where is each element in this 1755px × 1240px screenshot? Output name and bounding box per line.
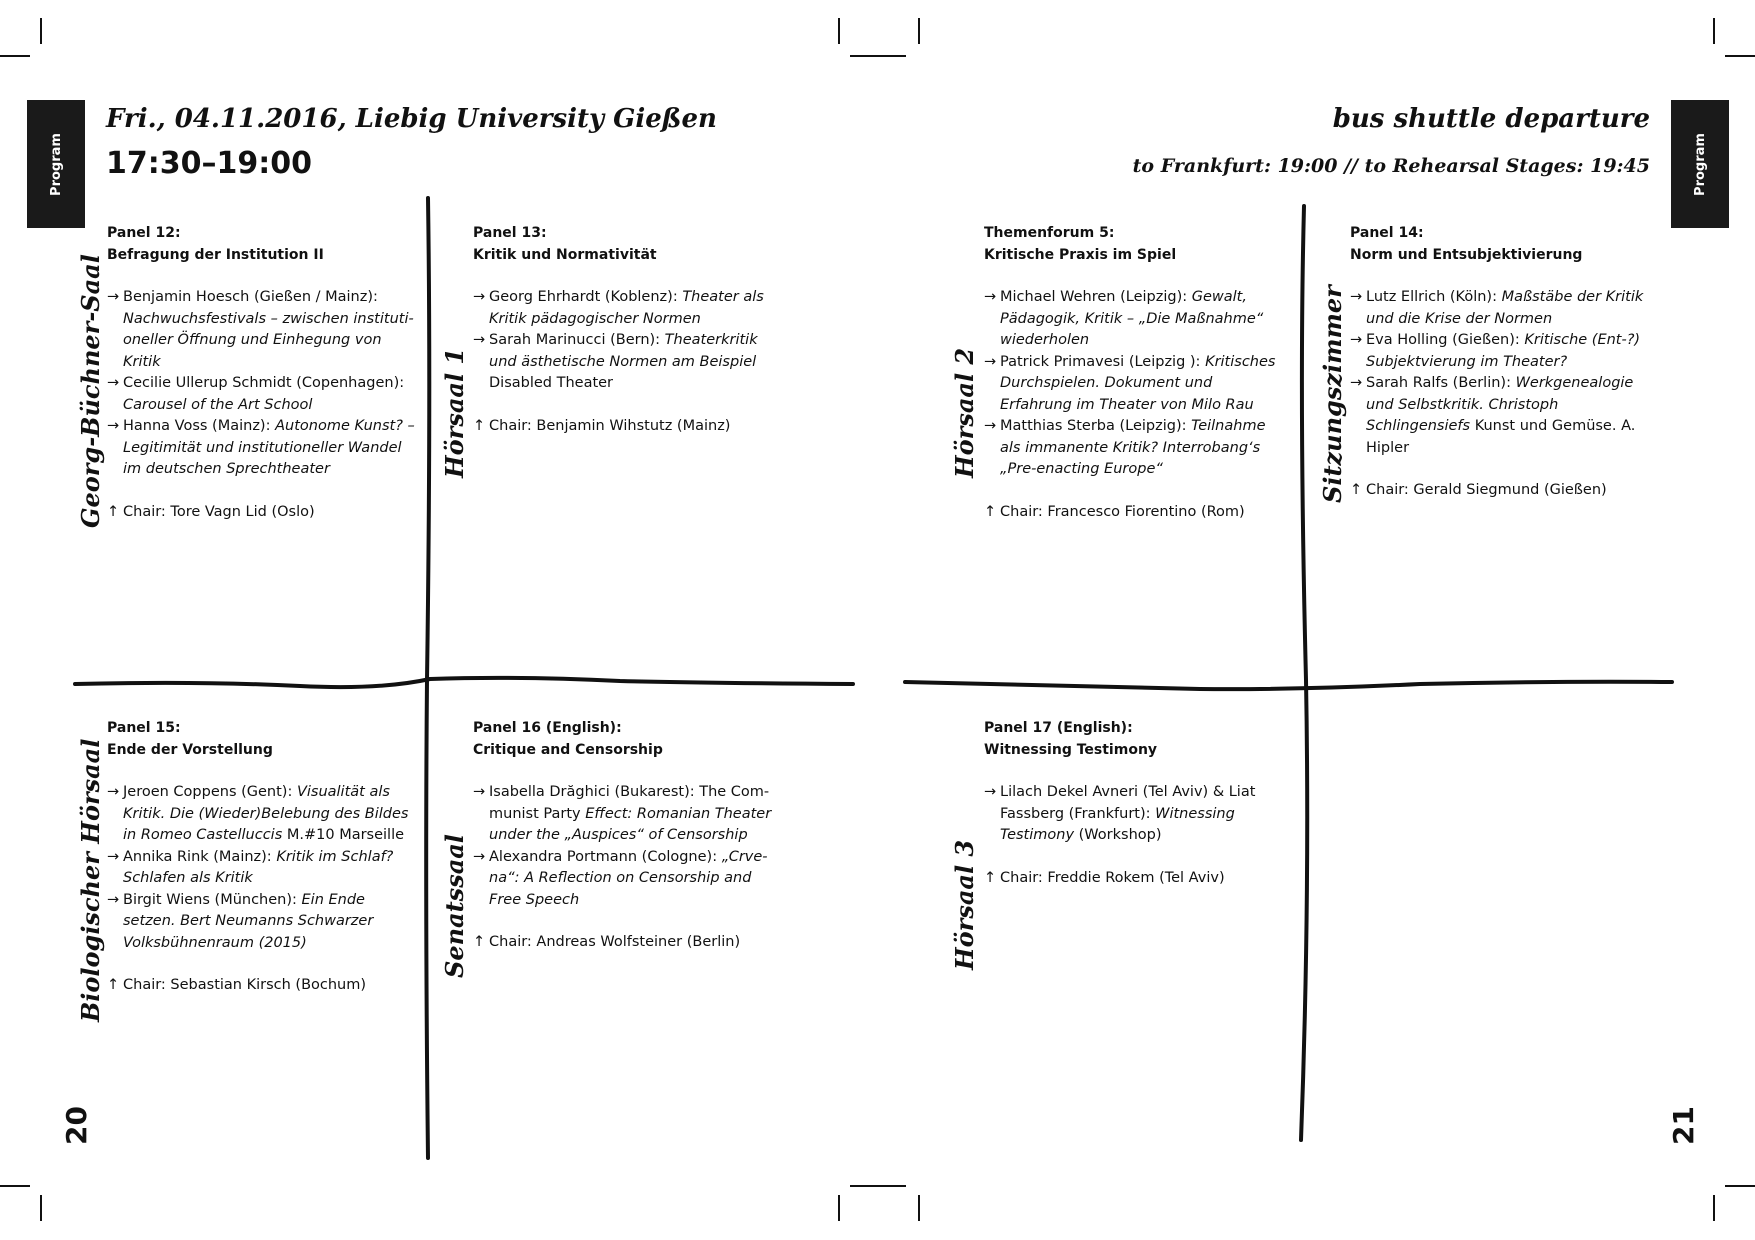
divider-line xyxy=(75,678,853,687)
chair-name: Chair: Francesco Fiorentino (Rom) xyxy=(1000,503,1245,520)
chair xyxy=(984,502,1284,524)
up-arrow-icon: ↑ xyxy=(984,503,997,520)
speaker: Cecilie Ullerup Schmidt (Copenhagen): xyxy=(123,375,405,391)
speaker: Hanna Voss (Mainz): xyxy=(123,418,276,434)
speaker: Jeroen Coppens (Gent): xyxy=(123,784,297,800)
panel-14 xyxy=(1350,223,1660,502)
talk-list xyxy=(1350,287,1660,459)
up-arrow-icon: ↑ xyxy=(984,869,997,886)
chair-name: Chair: Tore Vagn Lid (Oslo) xyxy=(123,503,315,520)
speaker: Michael Wehren (Leipzig): xyxy=(1000,289,1192,305)
page-number: 21 xyxy=(1667,1106,1700,1145)
talk-item xyxy=(984,416,1284,481)
program-tab-label: Program xyxy=(48,132,64,196)
chair-name: Chair: Benjamin Wihstutz (Mainz) xyxy=(489,417,731,434)
arrow-icon: → xyxy=(107,891,120,908)
talk-title: Teilnahme als immanente Kritik? Interrobang‘s „Pre-enacting Europe“ xyxy=(1000,418,1266,477)
chair xyxy=(984,868,1284,890)
arrow-icon: → xyxy=(473,848,486,865)
session-time: 17:30–19:00 xyxy=(106,146,312,181)
talk-title: Kritische (Ent-?) Subjektvierung im Theater? xyxy=(1366,332,1641,370)
panel-title: Kritische Praxis im Spiel xyxy=(984,246,1177,263)
panel-12 xyxy=(107,223,417,523)
speaker: Patrick Primavesi (Leipzig ): xyxy=(1000,353,1206,370)
arrow-icon: → xyxy=(984,784,997,800)
up-arrow-icon: ↑ xyxy=(473,934,486,950)
divider-line xyxy=(905,682,1672,689)
talk-item xyxy=(1350,330,1660,373)
program-tab-label: Program xyxy=(1692,132,1708,196)
arrow-icon: → xyxy=(1350,332,1363,348)
talk-item xyxy=(107,847,417,890)
arrow-icon: → xyxy=(473,289,486,305)
speaker: Matthias Sterba (Leipzig): xyxy=(1000,418,1192,434)
panel-number: Panel 14: xyxy=(1350,225,1424,241)
panel-16 xyxy=(473,718,778,954)
talk-item xyxy=(984,352,1284,417)
talk-item xyxy=(984,782,1284,847)
room-label: Georg-Büchner-Saal xyxy=(76,254,105,528)
talk-item xyxy=(107,373,417,416)
page-number: 20 xyxy=(60,1106,93,1145)
room-label: Sitzungszimmer xyxy=(1318,285,1347,503)
talk-list xyxy=(107,782,417,954)
talk-item xyxy=(984,287,1284,352)
panel-title: Critique and Censorship xyxy=(473,741,663,758)
talk-title: „Crvena“: A Reflection on Censorship and Free Speech xyxy=(489,848,768,908)
speaker: Isabella Drăghici (Bukarest): The Communist Party xyxy=(489,784,770,822)
speaker: Lutz Ellrich (Köln): xyxy=(1366,289,1502,305)
up-arrow-icon: ↑ xyxy=(107,503,120,520)
panel-title: Kritik und Normativität xyxy=(473,246,657,263)
speaker: Sarah Ralfs (Berlin): xyxy=(1366,375,1516,391)
room-label: Hörsaal 2 xyxy=(950,347,979,478)
talk-list xyxy=(984,782,1284,847)
arrow-icon: → xyxy=(107,848,120,865)
arrow-icon: → xyxy=(1350,289,1363,305)
panel-17 xyxy=(984,718,1284,889)
panel-number: Panel 16 (English): xyxy=(473,720,622,736)
talk-title: Nachwuchsfestivals – zwischen institutioneller Öffnung und Einhegung von Kritik xyxy=(123,310,414,370)
chair xyxy=(473,416,773,438)
talk-title: Carousel of the Art School xyxy=(123,396,313,413)
chair xyxy=(1350,480,1660,502)
room-label: Hörsaal 1 xyxy=(440,347,469,478)
room-label: Hörsaal 3 xyxy=(950,839,979,970)
chair xyxy=(107,975,417,997)
talk-title: Werkgenealogie und Selbstkritik. Christoph Schlingensiefs xyxy=(1366,375,1634,434)
chair xyxy=(473,932,778,954)
arrow-icon: → xyxy=(107,375,120,391)
talk-title: Kritik im Schlaf? Schlafen als Kritik xyxy=(123,848,394,886)
speaker: Georg Ehrhardt (Koblenz): xyxy=(489,289,683,305)
panel-number: Panel 13: xyxy=(473,225,547,241)
talk-title: Ein Ende setzen. Bert Neumanns Schwarzer Volksbühnenraum (2015) xyxy=(123,891,374,951)
arrow-icon: → xyxy=(473,332,486,348)
talk-title: Theater als Kritik pädagogischer Normen xyxy=(489,289,764,327)
panel-title: Ende der Vorstellung xyxy=(107,741,273,758)
talk-list xyxy=(107,287,417,481)
chair-name: Chair: Gerald Siegmund (Gießen) xyxy=(1366,482,1607,498)
talk-item xyxy=(473,330,773,395)
page-title-right: bus shuttle departure xyxy=(1332,104,1650,134)
chair xyxy=(107,502,417,524)
talk-title: Kritisches Durchspielen. Dokument und Erfahrung im Theater von Milo Rau xyxy=(1000,353,1276,413)
shuttle-times: to Frankfurt: 19:00 // to Rehearsal Stages: 19:45 xyxy=(1132,155,1650,177)
up-arrow-icon: ↑ xyxy=(473,417,486,434)
up-arrow-icon: ↑ xyxy=(1350,482,1363,498)
talk-title: Effect: Romanian Theater under the „Auspices“ of Censorship xyxy=(489,805,772,843)
chair-name: Chair: Freddie Rokem (Tel Aviv) xyxy=(1000,869,1225,886)
arrow-icon: → xyxy=(473,784,486,800)
talk-extra: (Workshop) xyxy=(1074,827,1162,843)
room-label: Biologischer Hörsaal xyxy=(76,738,105,1022)
talk-item xyxy=(473,287,773,330)
talk-extra: M.#10 Marseille xyxy=(282,827,405,843)
page-title-left: Fri., 04.11.2016, Liebig University Gießen xyxy=(106,104,717,134)
panel-title: Witnessing Testimony xyxy=(984,741,1158,758)
themenforum-5 xyxy=(984,223,1284,523)
divider-line xyxy=(1301,206,1307,1140)
speaker: Eva Holling (Gießen): xyxy=(1366,332,1525,348)
panel-13 xyxy=(473,223,773,437)
talk-title: Maßstäbe der Kritik und die Krise der Normen xyxy=(1366,289,1644,327)
talk-list xyxy=(473,782,778,911)
speaker: Sarah Marinucci (Bern): xyxy=(489,332,665,348)
chair-name: Chair: Sebastian Kirsch (Bochum) xyxy=(123,977,367,993)
panel-title: Befragung der Institution II xyxy=(107,246,324,263)
arrow-icon: → xyxy=(107,784,120,800)
arrow-icon: → xyxy=(107,418,120,434)
talk-item xyxy=(473,782,778,847)
talk-extra: Disabled Theater xyxy=(489,375,614,391)
panel-number: Panel 15: xyxy=(107,720,181,736)
panel-number: Themenforum 5: xyxy=(984,225,1115,241)
arrow-icon: → xyxy=(984,289,997,305)
room-label: Senatssaal xyxy=(440,834,469,978)
talk-item xyxy=(1350,373,1660,459)
arrow-icon: → xyxy=(1350,375,1363,391)
up-arrow-icon: ↑ xyxy=(107,977,120,993)
talk-item xyxy=(107,890,417,955)
talk-item xyxy=(107,287,417,373)
arrow-icon: → xyxy=(984,353,997,370)
panel-number: Panel 12: xyxy=(107,225,181,241)
panel-number: Panel 17 (English): xyxy=(984,720,1133,736)
speaker: Alexandra Portmann (Cologne): xyxy=(489,848,722,865)
talk-title: Witnessing Testimony xyxy=(1000,805,1235,843)
talk-list xyxy=(984,287,1284,481)
speaker: Benjamin Hoesch (Gießen / Mainz): xyxy=(123,289,378,305)
talk-extra: Kunst und Gemüse. A. Hipler xyxy=(1366,418,1636,456)
talk-title: Visualität als Kritik. Die (Wieder)Belebung des Bildes in Romeo Castelluccis xyxy=(123,784,409,843)
panel-15 xyxy=(107,718,417,997)
talk-title: Theaterkritik und ästhetische Normen am Beispiel xyxy=(489,332,758,370)
talk-item xyxy=(107,416,417,481)
arrow-icon: → xyxy=(107,289,120,305)
panel-title: Norm und Entsubjektivierung xyxy=(1350,246,1583,263)
speaker: Lilach Dekel Avneri (Tel Aviv) & Liat Fassberg (Frankfurt): xyxy=(1000,784,1256,822)
speaker: Annika Rink (Mainz): xyxy=(123,848,277,865)
talk-item xyxy=(1350,287,1660,330)
talk-item xyxy=(473,847,778,912)
talk-item xyxy=(107,782,417,847)
talk-list xyxy=(473,287,773,395)
talk-title: Gewalt, Pädagogik, Kritik – „Die Maßnahme“ wiederholen xyxy=(1000,289,1264,348)
arrow-icon: → xyxy=(984,418,997,434)
chair-name: Chair: Andreas Wolfsteiner (Berlin) xyxy=(489,934,741,950)
speaker: Birgit Wiens (München): xyxy=(123,891,302,908)
talk-title: Autonome Kunst? – Legitimität und institutioneller Wandel im deutschen Sprechtheater xyxy=(123,418,415,477)
